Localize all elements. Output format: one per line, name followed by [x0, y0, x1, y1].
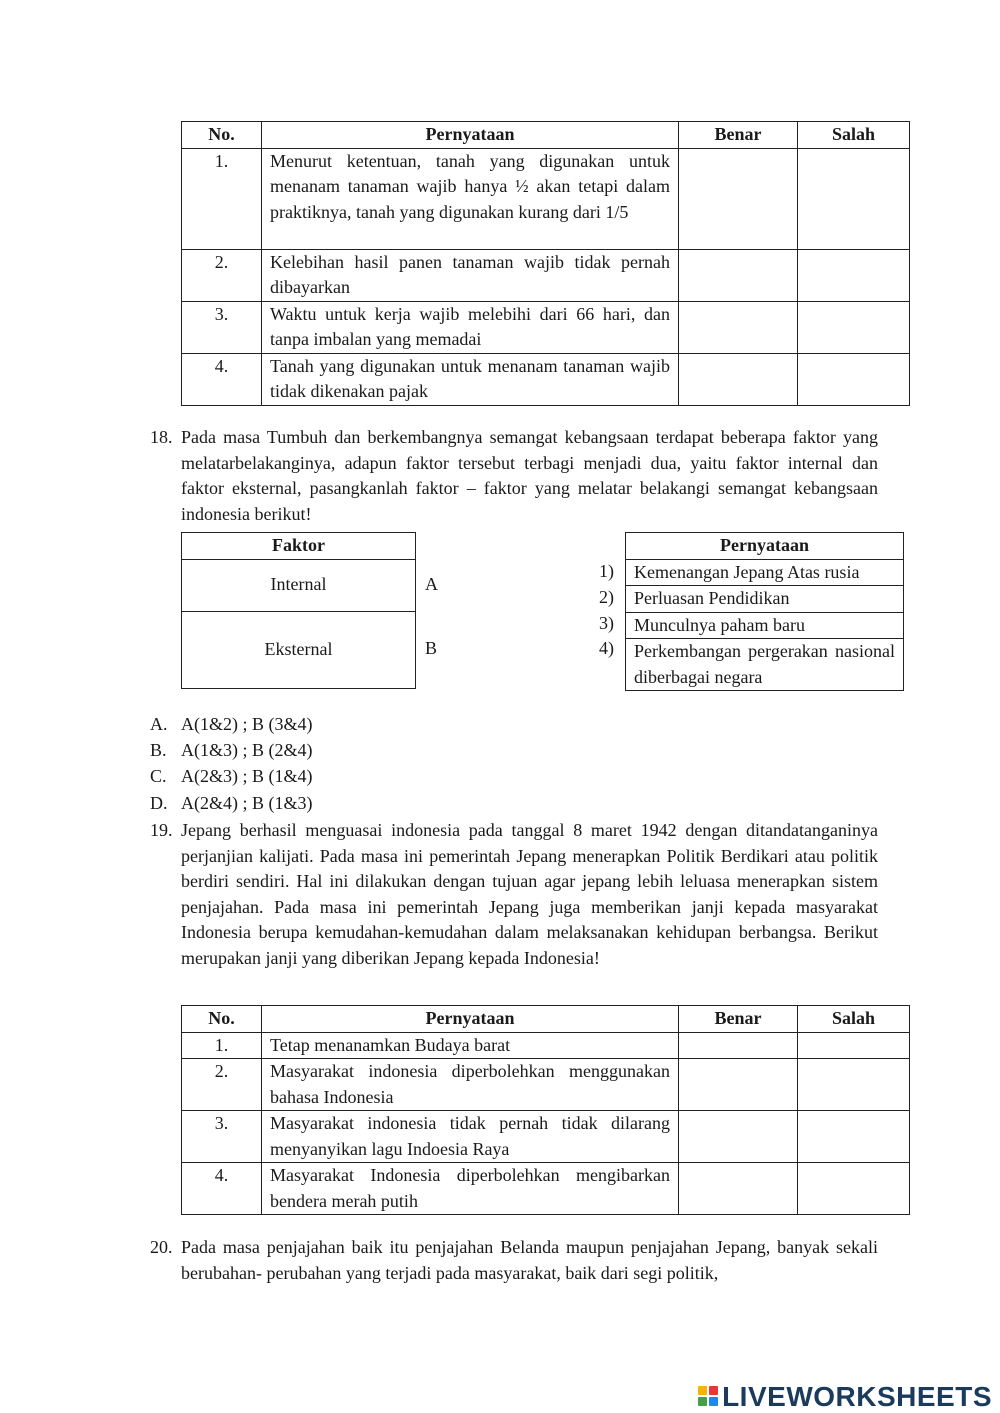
- list-item: [626, 639, 904, 691]
- question-19-text: Jepang berhasil menguasai indonesia pada tanggal 8 maret 1942 dengan ditandatanganinya perjanjian kalijati. Pada masa ini pemerintah Jepang menerapkan Politik Berdikari atau politik berdiri sendiri. Hal ini dilakukan dengan tujuan agar jepang lebih leluasa menerapkan sistem penjajahan. Pada masa ini pemerintah Jepang juga memberikan janji kepada masyarakat Indonesia berupa kemudahan-kemudahan dalam melaksanakan kehidupan berbangsa. Berikut merupakan janji yang diberikan Jepang kepada Indonesia!: [181, 820, 878, 968]
- statement-number: 1): [599, 561, 614, 581]
- faktor-eksternal: Eksternal: [182, 611, 416, 688]
- table-row: [182, 353, 910, 405]
- option-a-label[interactable]: A.: [150, 714, 168, 734]
- row-statement: Masyarakat indonesia tidak pernah tidak dilarang menyanyikan lagu Indoesia Raya: [262, 1111, 679, 1163]
- statement-number: 2): [599, 587, 614, 607]
- option-b-label[interactable]: B.: [150, 740, 167, 760]
- pernyataan-header: Pernyataan: [626, 533, 904, 560]
- benar-answer-cell[interactable]: [679, 249, 798, 301]
- question-19-number: 19.: [150, 820, 173, 840]
- row-statement: Masyarakat indonesia diperbolehkan menggunakan bahasa Indonesia: [262, 1059, 679, 1111]
- row-number: 1.: [182, 148, 262, 249]
- faktor-header: Faktor: [182, 533, 416, 560]
- salah-answer-cell[interactable]: [798, 301, 910, 353]
- statement-number: 3): [599, 613, 614, 633]
- faktor-table: [181, 532, 416, 689]
- row-number: 3.: [182, 301, 262, 353]
- question-18-text: Pada masa Tumbuh dan berkembangnya semangat kebangsaan terdapat beberapa faktor yang melatarbelakanginya, adapun faktor tersebut terbagi menjadi dua, yaitu faktor internal dan faktor eksternal, pasangkanlah faktor – faktor yang melatar belakangi semangat kebangsaan indonesia berikut!: [181, 427, 878, 524]
- table-row: [182, 1059, 910, 1111]
- logo-square: [709, 1386, 718, 1395]
- row-number: 4.: [182, 353, 262, 405]
- option-c-label[interactable]: C.: [150, 766, 167, 786]
- statement-text: Kemenangan Jepang Atas rusia: [626, 559, 904, 586]
- option-d-label[interactable]: D.: [150, 793, 168, 813]
- benar-answer-cell[interactable]: [679, 1163, 798, 1215]
- header-pernyataan: Pernyataan: [262, 122, 679, 149]
- header-salah: Salah: [798, 1006, 910, 1033]
- match-label-b[interactable]: B: [425, 638, 438, 658]
- statement-table-19: [181, 1005, 910, 1215]
- benar-answer-cell[interactable]: [679, 148, 798, 249]
- row-number: 2.: [182, 249, 262, 301]
- table-row: [182, 301, 910, 353]
- salah-answer-cell[interactable]: [798, 1032, 910, 1059]
- header-benar: Benar: [679, 1006, 798, 1033]
- liveworksheets-logo-icon: [698, 1386, 718, 1406]
- salah-answer-cell[interactable]: [798, 148, 910, 249]
- row-number: 3.: [182, 1111, 262, 1163]
- header-benar: Benar: [679, 122, 798, 149]
- list-item: [626, 586, 904, 613]
- benar-answer-cell[interactable]: [679, 1111, 798, 1163]
- row-number: 1.: [182, 1032, 262, 1059]
- salah-answer-cell[interactable]: [798, 1163, 910, 1215]
- question-20-text: Pada masa penjajahan baik itu penjajahan Belanda maupun penjajahan Jepang, banyak sekali berubahan- perubahan yang terjadi pada masyarakat, baik dari segi politik,: [181, 1237, 878, 1283]
- table-row: [182, 1163, 910, 1215]
- match-label-a[interactable]: A: [425, 574, 438, 594]
- row-statement: Tetap menanamkan Budaya barat: [262, 1032, 679, 1059]
- option-d-text[interactable]: A(2&4) ; B (1&3): [181, 793, 313, 813]
- statement-number: 4): [599, 638, 614, 658]
- statement-text: Perluasan Pendidikan: [626, 586, 904, 613]
- benar-answer-cell[interactable]: [679, 1032, 798, 1059]
- logo-square: [698, 1397, 707, 1406]
- header-pernyataan: Pernyataan: [262, 1006, 679, 1033]
- list-item: [626, 612, 904, 639]
- row-statement: Masyarakat Indonesia diperbolehkan mengibarkan bendera merah putih: [262, 1163, 679, 1215]
- liveworksheets-brand[interactable]: [698, 1380, 992, 1412]
- pernyataan-table: [625, 532, 904, 691]
- row-number: 2.: [182, 1059, 262, 1111]
- statement-text: Perkembangan pergerakan nasional diberbagai negara: [626, 639, 904, 691]
- table-row: [182, 148, 910, 249]
- logo-square: [709, 1397, 718, 1406]
- header-no: No.: [182, 1006, 262, 1033]
- logo-square: [698, 1386, 707, 1395]
- salah-answer-cell[interactable]: [798, 1059, 910, 1111]
- salah-answer-cell[interactable]: [798, 1111, 910, 1163]
- salah-answer-cell[interactable]: [798, 249, 910, 301]
- option-a-text[interactable]: A(1&2) ; B (3&4): [181, 714, 313, 734]
- header-no: No.: [182, 122, 262, 149]
- row-statement: Menurut ketentuan, tanah yang digunakan untuk menanam tanaman wajib hanya ½ akan tetapi dalam praktiknya, tanah yang digunakan kurang dari 1/5: [262, 148, 679, 249]
- table-row: [182, 1111, 910, 1163]
- table-row: [182, 249, 910, 301]
- table-row: [182, 1032, 910, 1059]
- question-18-number: 18.: [150, 427, 173, 447]
- row-statement: Waktu untuk kerja wajib melebihi dari 66 hari, dan tanpa imbalan yang memadai: [262, 301, 679, 353]
- salah-answer-cell[interactable]: [798, 353, 910, 405]
- liveworksheets-wordmark: LIVEWORKSHEETS: [722, 1380, 992, 1412]
- header-salah: Salah: [798, 122, 910, 149]
- benar-answer-cell[interactable]: [679, 1059, 798, 1111]
- row-statement: Tanah yang digunakan untuk menanam tanaman wajib tidak dikenakan pajak: [262, 353, 679, 405]
- row-statement: Kelebihan hasil panen tanaman wajib tidak pernah dibayarkan: [262, 249, 679, 301]
- row-number: 4.: [182, 1163, 262, 1215]
- statement-text: Munculnya paham baru: [626, 612, 904, 639]
- option-c-text[interactable]: A(2&3) ; B (1&4): [181, 766, 313, 786]
- statement-table-1: [181, 121, 910, 406]
- question-20-number: 20.: [150, 1237, 173, 1257]
- faktor-internal: Internal: [182, 559, 416, 611]
- benar-answer-cell[interactable]: [679, 301, 798, 353]
- list-item: [626, 559, 904, 586]
- option-b-text[interactable]: A(1&3) ; B (2&4): [181, 740, 313, 760]
- benar-answer-cell[interactable]: [679, 353, 798, 405]
